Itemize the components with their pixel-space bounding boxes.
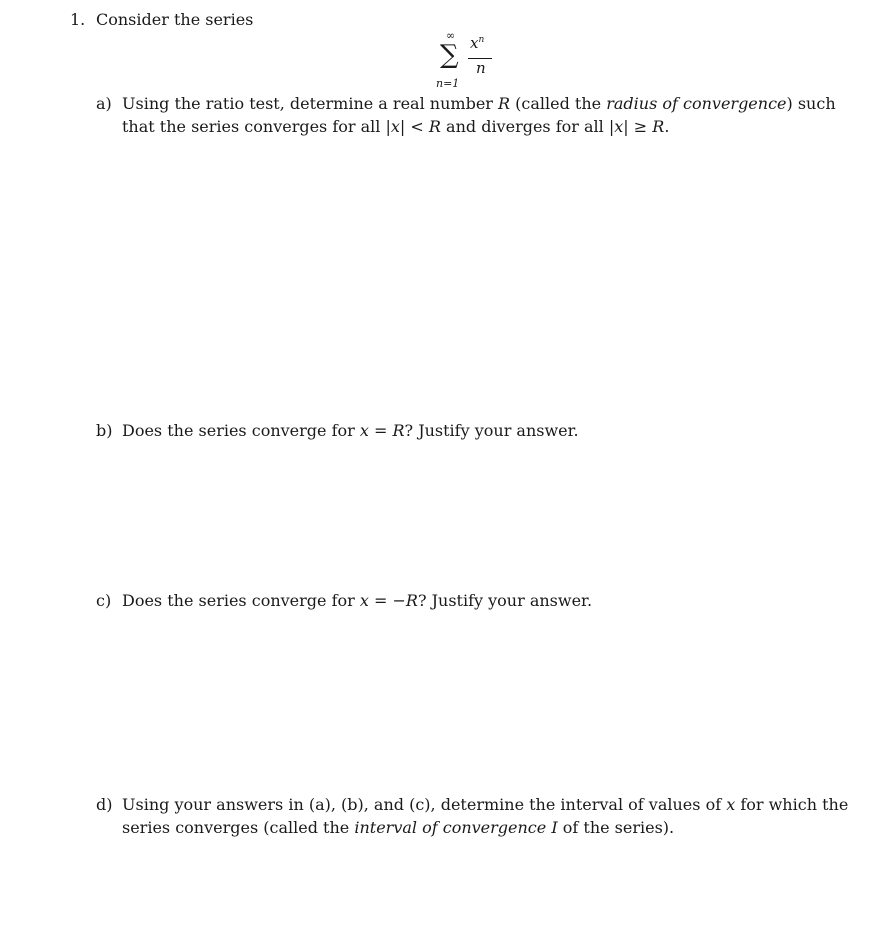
- part-b-text: Does the series converge for x = R? Justify your answer.: [122, 421, 579, 440]
- part-d: [96, 793, 856, 839]
- part-d-text: Using your answers in (a), (b), and (c), determine the interval of values of x for which the series converges (called the interval of convergence I of the series).: [122, 795, 849, 837]
- numerator-base: x: [470, 34, 479, 52]
- part-a: [96, 92, 856, 138]
- numerator-exponent: n: [478, 35, 485, 45]
- part-c-label: c): [96, 591, 112, 610]
- part-a-text: Using the ratio test, determine a real number R (called the radius of convergence) such that the series converges for all |x| < R and diverges for all |x| ≥ R.: [122, 94, 836, 136]
- series-formula: [436, 30, 506, 92]
- part-d-label: d): [96, 795, 113, 814]
- summation-symbol: ∑: [440, 40, 459, 70]
- upper-limit: ∞: [446, 29, 456, 42]
- part-c-text: Does the series converge for x = −R? Justify your answer.: [122, 591, 593, 610]
- part-a-label: a): [96, 94, 112, 113]
- question-number: 1.: [70, 10, 86, 29]
- part-c: [96, 589, 856, 612]
- part-b-label: b): [96, 421, 113, 440]
- part-b: [96, 419, 856, 442]
- question-intro: Consider the series: [96, 10, 254, 29]
- fraction-denominator: n: [476, 59, 486, 77]
- lower-limit: n=1: [436, 77, 460, 90]
- fraction-numerator: [470, 36, 484, 51]
